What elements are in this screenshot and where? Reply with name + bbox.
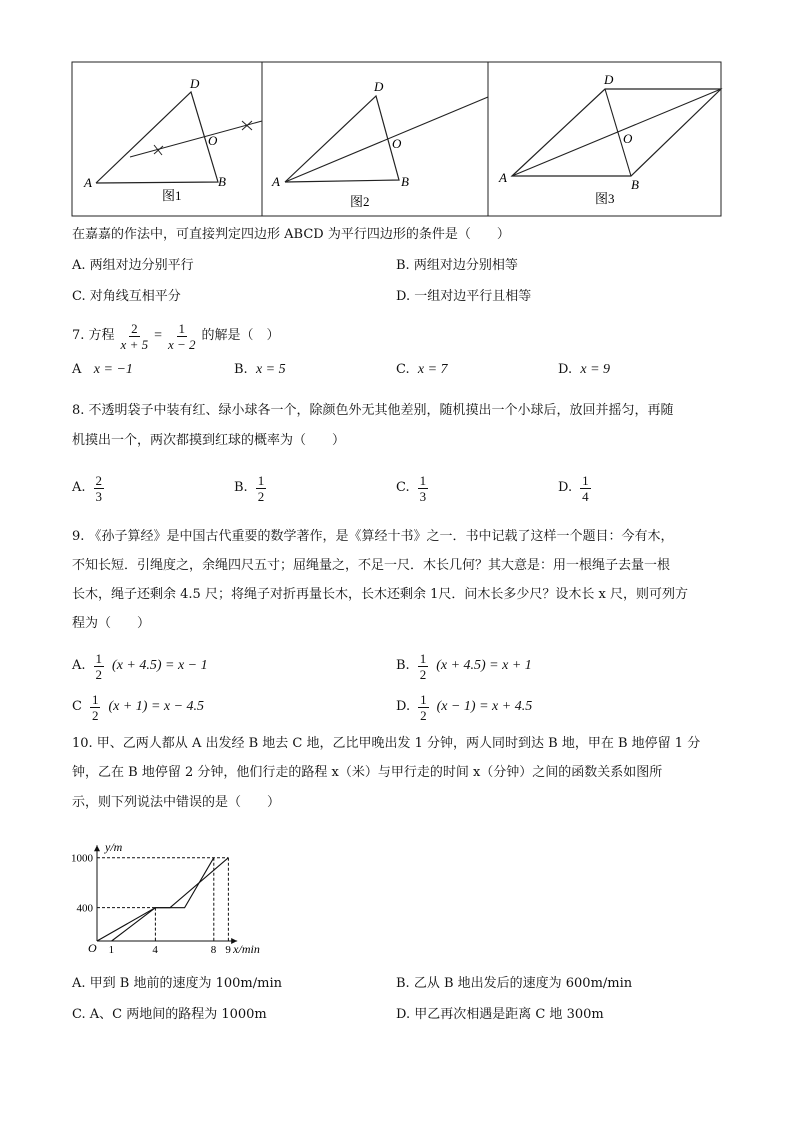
option-label: C	[72, 699, 82, 714]
caption: 图2	[350, 194, 370, 209]
option-label: C.	[396, 480, 410, 495]
q7-rhs-fraction	[166, 321, 198, 352]
label-b: B	[218, 174, 226, 189]
option-label: D.	[396, 699, 411, 714]
x-tick-label: 1	[108, 944, 115, 956]
denominator: 2	[95, 666, 103, 682]
option-label: B.	[396, 658, 410, 673]
series-line-2	[112, 858, 214, 941]
q9-stem-line2: 不知长短．引绳度之，余绳四尺五寸；屈绳量之，不足一尺．木长几何？其大意是：用一根绳子去量一根	[72, 558, 671, 573]
q9-option-d[interactable]	[396, 689, 532, 725]
q10-option-b[interactable]: B. 乙从 B 地出发后的速度为 600m/min	[396, 976, 633, 991]
numerator: 1	[95, 650, 103, 666]
denominator: 2	[419, 666, 427, 682]
numerator: 2	[95, 472, 103, 488]
numerator: 1	[582, 472, 589, 488]
q7-option-b[interactable]	[234, 361, 286, 379]
option-value: x = 5	[255, 362, 286, 377]
fraction	[94, 473, 105, 504]
numerator: 1	[419, 472, 427, 488]
q7-lhs-fraction	[119, 321, 151, 352]
denominator: 3	[419, 488, 427, 504]
x-tick-label: 4	[152, 944, 158, 956]
q8-stem-line2: 机摸出一个，两次都摸到红球的概率为（ ）	[72, 433, 346, 448]
numerator: 1	[257, 472, 265, 488]
y-axis-arrow	[94, 845, 100, 851]
q10-stem-line3: 示，则下列说法中错误的是（ ）	[72, 795, 281, 810]
q6-stem: 在嘉嘉的作法中，可直接判定四边形 ABCD 为平行四边形的条件是（ ）	[72, 227, 510, 242]
option-expression: (x + 4.5) = x − 1	[112, 658, 208, 673]
denominator: 2	[420, 707, 427, 723]
option-label: A.	[72, 480, 86, 495]
denominator: 4	[582, 488, 589, 504]
figure-3	[498, 72, 721, 206]
option-value: x = 7	[417, 362, 448, 377]
label-d: D	[374, 79, 384, 94]
q9-stem-line1: 9. 《孙子算经》是中国古代重要的数学著作，是《算经十书》之一．书中记载了这样一个题目：今有木，	[72, 529, 674, 544]
x-axis-label: x/min	[233, 942, 260, 956]
label-o: O	[392, 136, 402, 151]
q6-option-d[interactable]: D. 一组对边平行且相等	[396, 289, 532, 304]
option-expression: (x + 4.5) = x + 1	[436, 658, 532, 673]
option-label: B.	[234, 480, 248, 495]
series-line-1	[97, 858, 228, 941]
q9-option-a[interactable]	[72, 648, 208, 684]
q7-prefix: 7. 方程	[72, 328, 115, 343]
x-tick-label: 9	[225, 944, 231, 956]
option-label: B.	[234, 362, 248, 377]
label-b: B	[401, 174, 409, 189]
label-d: D	[604, 72, 614, 87]
q8-option-d[interactable]	[558, 470, 591, 506]
option-label: A	[72, 362, 82, 377]
q7-rhs-den: x − 2	[168, 336, 196, 352]
y-tick-label: 400	[76, 902, 93, 915]
label-a: A	[84, 175, 92, 190]
q7-option-d[interactable]	[558, 361, 610, 379]
q8-option-a[interactable]	[72, 470, 104, 506]
q7-lhs-num: 2	[131, 320, 138, 336]
option-label: D.	[558, 362, 573, 377]
q7-stem	[72, 318, 280, 354]
q7-option-a[interactable]	[72, 361, 133, 379]
figure-2	[271, 79, 488, 209]
origin-label: O	[88, 941, 97, 955]
q9-stem-line4: 程为（ ）	[72, 616, 151, 631]
option-expression: (x − 1) = x + 4.5	[436, 699, 533, 714]
q10-stem-line1: 10. 甲、乙两人都从 A 出发经 B 地去 C 地，乙比甲晚出发 1 分钟，两人同时到达 B 地，甲在 B 地停留 1 分	[72, 736, 701, 751]
q7-lhs-den: x + 5	[120, 336, 149, 352]
q8-option-c[interactable]	[396, 470, 428, 506]
label-o: O	[623, 131, 633, 146]
label-b: B	[631, 177, 639, 192]
arc-mark	[242, 121, 252, 130]
fraction-half	[418, 651, 429, 682]
numerator: 1	[420, 691, 427, 707]
q6-option-a[interactable]: A. 两组对边分别平行	[72, 258, 194, 273]
option-label: C.	[396, 362, 410, 377]
denominator: 2	[257, 488, 265, 504]
numerator: 1	[419, 650, 427, 666]
figures-panel	[0, 0, 794, 230]
q10-option-d[interactable]: D. 甲乙再次相遇是距离 C 地 300m	[396, 1007, 604, 1022]
q7-rhs-num: 1	[178, 320, 186, 336]
caption: 图1	[162, 188, 182, 203]
fraction-half	[90, 692, 101, 723]
q7-equals: =	[154, 328, 162, 343]
q9-option-c[interactable]	[72, 689, 204, 725]
q10-option-a[interactable]: A. 甲到 B 地前的速度为 100m/min	[72, 976, 282, 991]
y-axis-label: y/m	[105, 840, 123, 855]
figure-1	[83, 76, 262, 203]
q7-suffix: 的解是（ ）	[201, 328, 280, 343]
option-expression: (x + 1) = x − 4.5	[108, 699, 205, 714]
denominator: 2	[91, 707, 99, 723]
option-value: x = −1	[93, 362, 133, 377]
fraction	[418, 473, 429, 504]
option-label: D.	[558, 480, 573, 495]
q9-stem-line3: 长木，绳子还剩余 4.5 尺；将绳子对折再量长木，长木还剩余 1尺．问木长多少尺？设木长 x 尺，则可列方	[72, 587, 688, 602]
q10-option-c[interactable]: C. A、C 两地间的路程为 1000m	[72, 1007, 267, 1022]
numerator: 1	[91, 691, 99, 707]
option-label: A.	[72, 658, 86, 673]
q9-option-b[interactable]	[396, 648, 532, 684]
label-a: A	[499, 170, 507, 185]
y-tick-label: 1000	[71, 852, 93, 865]
label-d: D	[190, 76, 200, 91]
q6-option-b[interactable]: B. 两组对边分别相等	[396, 258, 518, 273]
fraction-half	[418, 692, 429, 723]
q6-option-c[interactable]: C. 对角线互相平分	[72, 289, 181, 304]
q8-stem-line1: 8. 不透明袋子中装有红、绿小球各一个，除颜色外无其他差别，随机摸出一个小球后，放回并摇匀，再随	[72, 403, 674, 418]
x-tick-label: 8	[210, 944, 217, 956]
label-o: O	[208, 133, 218, 148]
q7-option-c[interactable]	[396, 361, 448, 379]
caption: 图3	[595, 191, 615, 206]
q8-option-b[interactable]	[234, 470, 266, 506]
q10-stem-line2: 钟，乙在 B 地停留 2 分钟，他们行走的路程 x（米）与甲行走的时间 x（分钟）之间的函数关系如图所	[72, 765, 663, 780]
distance-time-chart	[60, 822, 300, 962]
label-a: A	[272, 174, 280, 189]
denominator: 3	[95, 488, 103, 504]
fraction-half	[94, 651, 105, 682]
option-value: x = 9	[580, 362, 611, 377]
fraction	[580, 473, 591, 504]
fraction	[256, 473, 267, 504]
